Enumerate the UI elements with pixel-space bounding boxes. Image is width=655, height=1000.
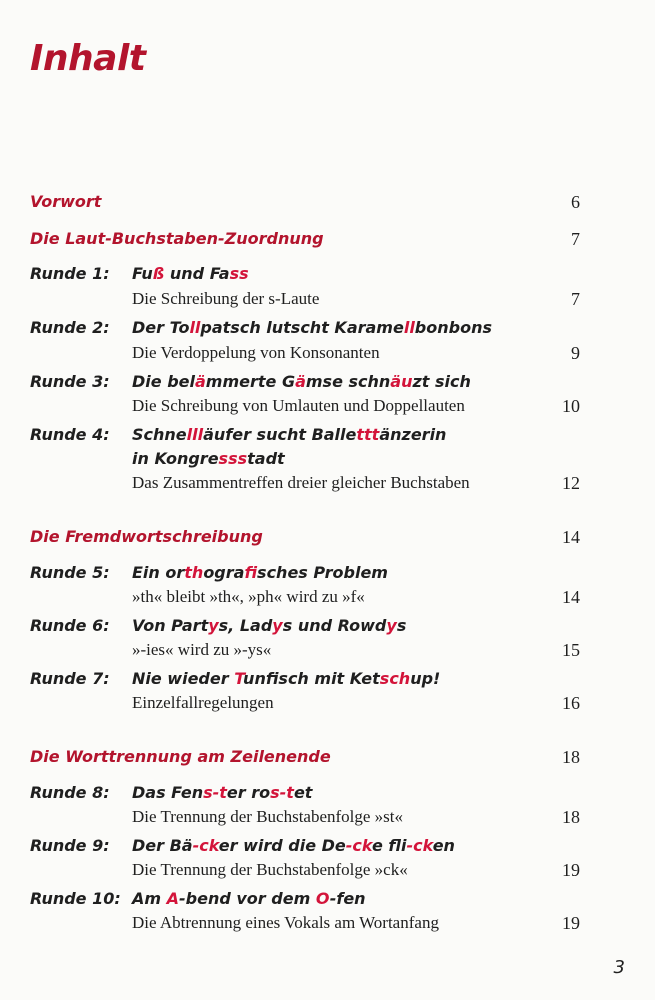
round-subtitle: Das Zusammentreffen dreier gleicher Buchstaben: [132, 473, 470, 492]
section-vorwort-title[interactable]: Vorwort: [30, 192, 102, 211]
heading-text: up!: [410, 669, 441, 688]
round-page: 10: [562, 396, 580, 416]
highlighted-letters: y: [272, 616, 283, 635]
heading-text: mse schn: [305, 372, 391, 391]
heading-text: Der To: [132, 318, 190, 337]
round-subtitle: »th« bleibt »th«, »ph« wird zu »f«: [132, 587, 365, 606]
page-number: 3: [613, 957, 625, 978]
round-label: Runde 5:: [30, 563, 110, 582]
heading-text: -fen: [329, 889, 366, 908]
heading-text: Ein or: [132, 563, 185, 582]
highlighted-letters: f: [244, 563, 258, 582]
highlighted-letters: y: [386, 616, 397, 635]
highlighted-letters: O: [315, 889, 330, 908]
heading-text: änzerin: [379, 425, 447, 444]
round-label: Runde 2:: [30, 318, 110, 337]
round-page: 16: [562, 693, 580, 713]
round-subtitle: Die Trennung der Buchstabenfolge »ck«: [132, 860, 408, 879]
section-fremd-title[interactable]: Die Fremdwortschreibung: [30, 527, 263, 546]
round-heading[interactable]: [132, 425, 446, 444]
round-label: Runde 9:: [30, 836, 110, 855]
highlighted-letters: ä: [194, 372, 206, 391]
highlighted-letters: y: [208, 616, 219, 635]
highlighted-letters: ll: [189, 318, 201, 337]
highlighted-letters: ttt: [356, 425, 380, 444]
round-heading[interactable]: [132, 563, 388, 582]
heading-text: bonbons: [414, 318, 492, 337]
round-label: Runde 7:: [30, 669, 110, 688]
round-page: 19: [562, 860, 580, 880]
round-subtitle: Die Verdoppelung von Konsonanten: [132, 343, 380, 362]
round-page: 7: [571, 289, 580, 309]
round-heading[interactable]: [132, 616, 406, 635]
round-subtitle: Die Abtrennung eines Vokals am Wortanfang: [132, 913, 439, 932]
heading-text: Von Part: [132, 616, 209, 635]
heading-text: er ro: [226, 783, 271, 802]
round-heading[interactable]: [132, 669, 440, 688]
round-heading[interactable]: [132, 783, 312, 802]
heading-text: Nie wieder: [132, 669, 235, 688]
round-heading[interactable]: [132, 264, 249, 283]
heading-text: Schne: [132, 425, 187, 444]
heading-text: und Fa: [164, 264, 230, 283]
heading-text: s, Lad: [218, 616, 273, 635]
section-laut-title[interactable]: Die Laut-Buchstaben-Zuordnung: [30, 229, 324, 248]
heading-text: tadt: [247, 449, 285, 468]
round-label: Runde 6:: [30, 616, 110, 635]
heading-text: isches Problem: [257, 563, 388, 582]
round-label: Runde 3:: [30, 372, 110, 391]
heading-text: äufer sucht Balle: [203, 425, 357, 444]
highlighted-letters: sss: [218, 449, 248, 468]
heading-text: Am: [132, 889, 167, 908]
highlighted-letters: lll: [186, 425, 204, 444]
round-subtitle: Einzelfallregelungen: [132, 693, 274, 712]
heading-text: e fli: [371, 836, 407, 855]
highlighted-letters: ä: [295, 372, 306, 391]
highlighted-letters: th: [184, 563, 204, 582]
highlighted-letters: sch: [379, 669, 411, 688]
round-page: 15: [562, 640, 580, 660]
heading-text: ogra: [203, 563, 245, 582]
section-fremd-page: 14: [562, 527, 580, 547]
section-worttrennung-page: 18: [562, 747, 580, 767]
highlighted-letters: ss: [229, 264, 249, 283]
section-vorwort-page: 6: [571, 192, 580, 212]
round-label: Runde 8:: [30, 783, 110, 802]
round-subtitle: Die Trennung der Buchstabenfolge »st«: [132, 807, 404, 826]
heading-text: Fu: [132, 264, 153, 283]
round-heading[interactable]: [132, 836, 455, 855]
highlighted-letters: T: [234, 669, 244, 688]
round-page: 12: [562, 473, 580, 493]
page-title: Inhalt: [30, 38, 146, 79]
round-subtitle: »-ies« wird zu »-ys«: [132, 640, 272, 659]
heading-text: zt sich: [412, 372, 471, 391]
round-page: 18: [562, 807, 580, 827]
highlighted-letters: -ck: [406, 836, 433, 855]
round-heading[interactable]: [132, 889, 366, 908]
heading-text: er wird die De: [218, 836, 346, 855]
round-page: 9: [571, 343, 580, 363]
highlighted-letters: -ck: [192, 836, 219, 855]
heading-text: unfisch mit Ket: [243, 669, 380, 688]
heading-text: en: [432, 836, 455, 855]
round-label: Runde 10:: [30, 889, 121, 908]
heading-text: et: [293, 783, 313, 802]
round-label: Runde 4:: [30, 425, 110, 444]
heading-text: s und Rowd: [282, 616, 387, 635]
round-page: 19: [562, 913, 580, 933]
heading-text: Das Fen: [132, 783, 204, 802]
highlighted-letters: äu: [390, 372, 413, 391]
highlighted-letters: s-t: [270, 783, 294, 802]
highlighted-letters: s-t: [203, 783, 227, 802]
section-worttrennung-title[interactable]: Die Worttrennung am Zeilenende: [30, 747, 331, 766]
round-label: Runde 1:: [30, 264, 110, 283]
heading-text: mmerte G: [205, 372, 296, 391]
heading-text: s: [396, 616, 407, 635]
heading-text: Die bel: [132, 372, 195, 391]
round-subtitle: Die Schreibung von Umlauten und Doppellauten: [132, 396, 465, 415]
round-heading[interactable]: [132, 372, 471, 391]
highlighted-letters: -ck: [345, 836, 372, 855]
section-laut-page: 7: [571, 229, 580, 249]
round-heading-continued[interactable]: [132, 449, 285, 468]
highlighted-letters: A: [166, 889, 180, 908]
round-page: 14: [562, 587, 580, 607]
round-subtitle: Die Schreibung der s-Laute: [132, 289, 320, 308]
highlighted-letters: ll: [403, 318, 415, 337]
heading-text: in Kongre: [132, 449, 219, 468]
heading-text: Der Bä: [132, 836, 193, 855]
highlighted-letters: ß: [152, 264, 165, 283]
heading-text: patsch lutscht Karame: [200, 318, 404, 337]
round-heading[interactable]: [132, 318, 492, 337]
heading-text: -bend vor dem: [179, 889, 316, 908]
